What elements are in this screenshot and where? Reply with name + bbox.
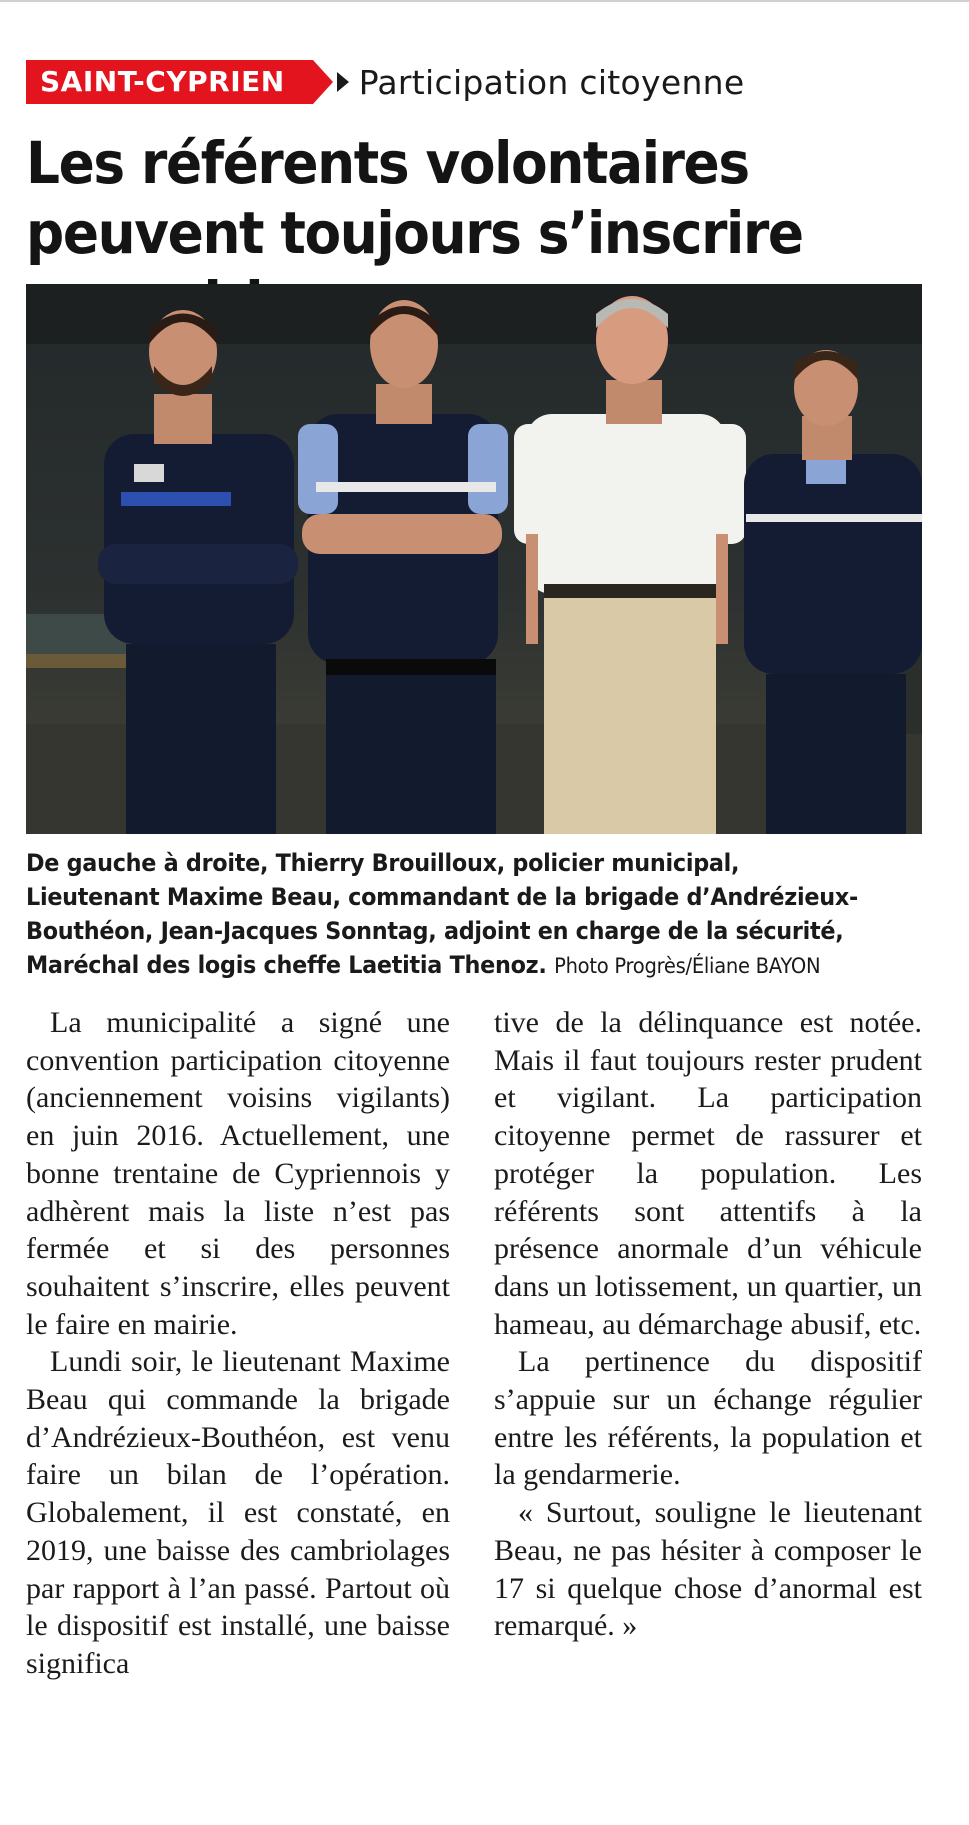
caption-text: De gauche à droite, Thierry Brouilloux, policier municipal, Lieutenant Maxime Beau, commandant de la brigade d’Andrézieux-Bouthéon, Jean-Jacques Sonntag, adjoint en charge de la sécurité, Maréchal des logis cheffe Laetitia Thenoz. xyxy=(26,849,858,979)
top-rule xyxy=(0,0,969,2)
article-column-left xyxy=(26,1004,450,1683)
article-paragraph-2-continued: tive de la délinquance est notée. Mais il faut toujours rester prudent et vigilant. La participation citoyenne permet de rassurer et protéger la population. Les référents sont attentifs à la présence anormale d’un véhicule dans un lotissement, un quartier, un hameau, au démarchage abusif, etc. xyxy=(494,1006,922,1341)
photo-caption xyxy=(26,846,863,983)
person-1 xyxy=(98,310,298,834)
rubric-arrow-icon xyxy=(337,72,349,92)
rubric-place: SAINT-CYPRIEN xyxy=(26,60,313,104)
photo-credit: Photo Progrès/Éliane BAYON xyxy=(554,954,821,978)
article-column-right xyxy=(494,1004,922,1645)
person-3 xyxy=(514,296,746,834)
person-2 xyxy=(298,300,508,834)
rubric-topic: Participation citoyenne xyxy=(358,62,745,102)
rubric xyxy=(26,60,745,104)
article-paragraph-3: La pertinence du dispositif s’appuie sur un échange régulier entre les référents, la population et la gendarmerie. xyxy=(494,1345,922,1492)
article-paragraph-2: Lundi soir, le lieutenant Maxime Beau qui commande la brigade d’Andrézieux-Bouthéon, est venu faire un bilan de l’opération. Globalement, il est constaté, en 2019, une baisse des cambriolages par rapport à l’an passé. Partout où le dispositif est installé, une baisse significa xyxy=(26,1345,450,1680)
article-photo xyxy=(26,284,922,834)
person-4 xyxy=(744,350,922,834)
article-paragraph-4: « Surtout, souligne le lieutenant Beau, ne pas hésiter à composer le 17 si quelque chose d’anormal est remarqué. » xyxy=(494,1496,922,1643)
headline: Les référents volontaires peuvent toujours s’inscrire xyxy=(26,129,803,267)
article-paragraph-1: La municipalité a signé une convention participation citoyenne (anciennement voisins vigilants) en juin 2016. Actuellement, une bonne trentaine de Cypriennois y adhèrent mais la liste n’est pas fermée et si des personnes souhaitent s’inscrire, elles peuvent le faire en mairie. xyxy=(26,1006,450,1341)
